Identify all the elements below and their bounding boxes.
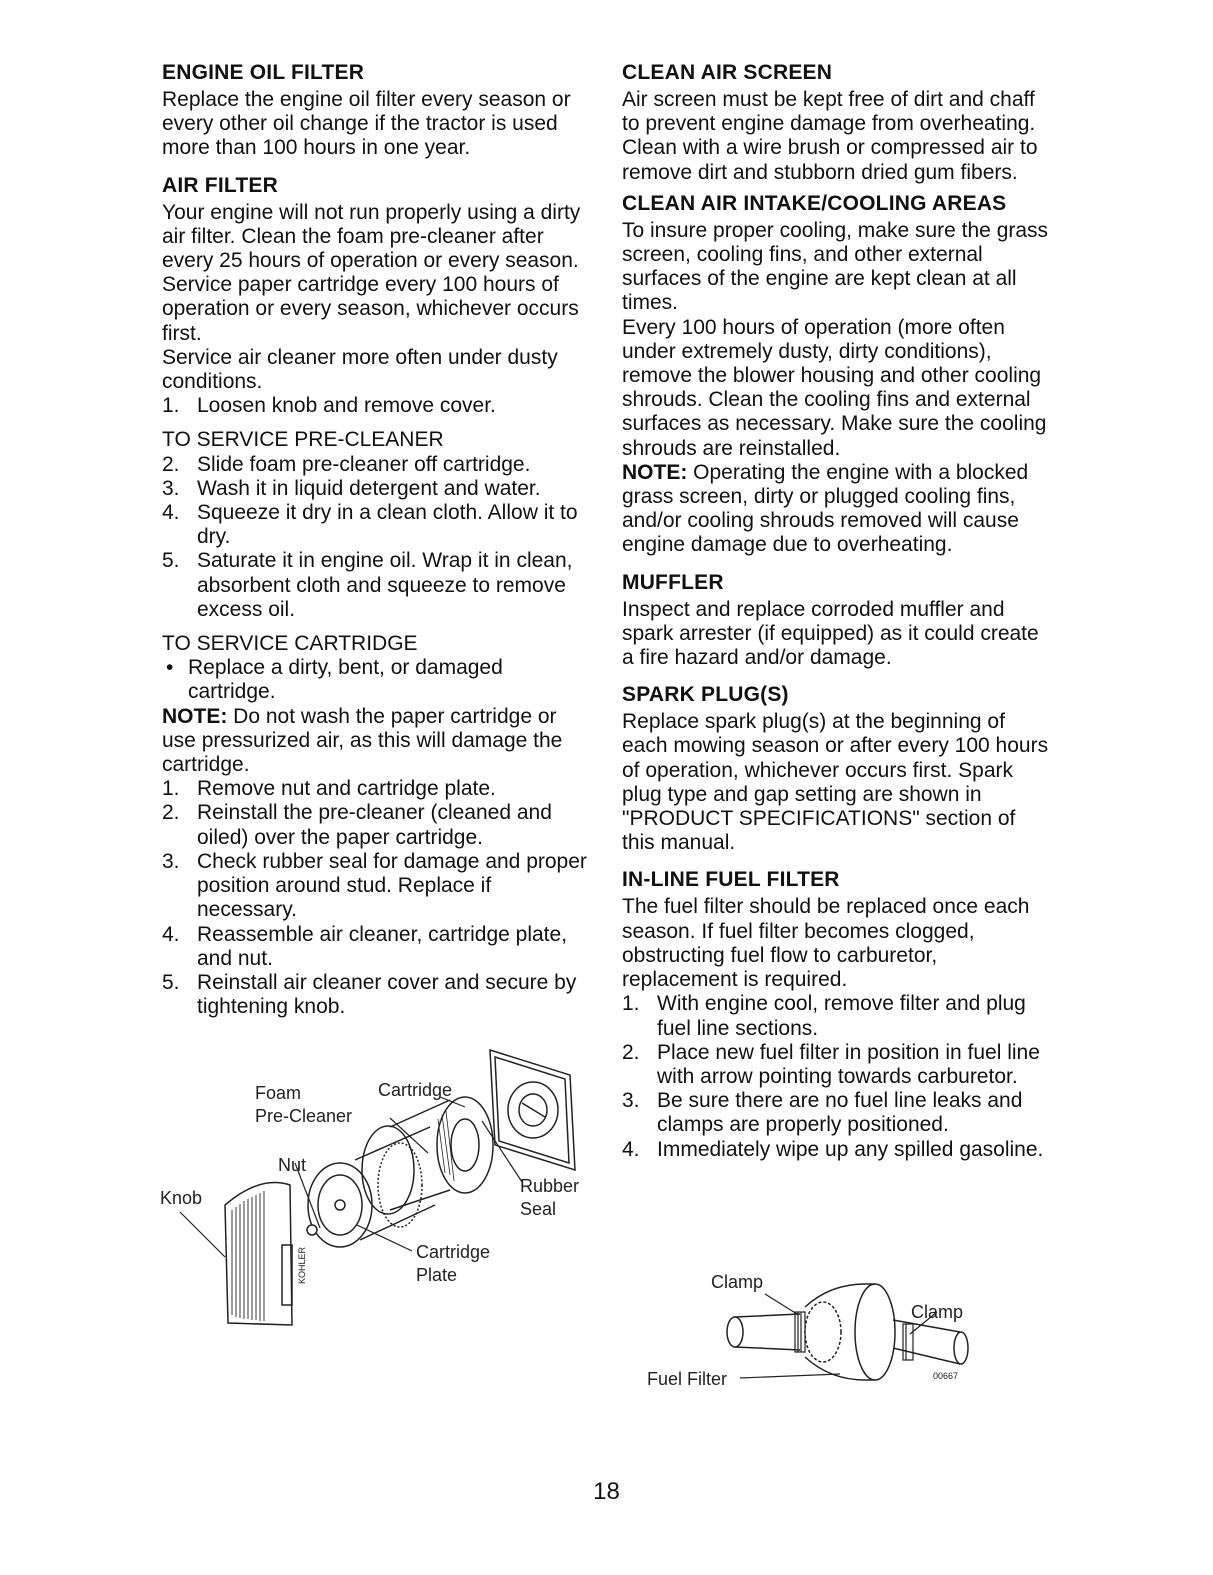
leader-lines xyxy=(740,1294,937,1378)
foam-label: Foam xyxy=(255,1083,302,1103)
paragraph: Every 100 hours of operation (more often under extremely dusty, dirty conditions), remove the blower housing and other cooling shrouds. Clean the cooling fins and external surfaces as necessary. Make sure the cooling shrouds are reinstalled. xyxy=(622,315,1047,460)
bullet-text: Replace a dirty, bent, or damaged cartridge. xyxy=(188,656,503,704)
bullet-list xyxy=(162,656,592,704)
list-item xyxy=(162,453,592,477)
clean-air-screen-section xyxy=(622,60,1052,185)
step-number: 4. xyxy=(622,1137,640,1161)
paragraph: Inspect and replace corroded muffler and spark arrester (if equipped) as it could create a fire hazard and/or damage. xyxy=(622,597,1039,670)
nut-shape xyxy=(307,1225,317,1235)
step-text: Slide foam pre-cleaner off cartridge. xyxy=(197,452,531,476)
engine-oil-filter-section xyxy=(162,60,592,161)
cartridge-plate-shape xyxy=(308,1163,372,1247)
section-heading: SPARK PLUG(S) xyxy=(622,683,789,707)
clamp-label-right: Clamp xyxy=(911,1302,964,1322)
paragraph: To insure proper cooling, make sure the grass screen, cooling fins, and other external surfaces of the engine are kept clean at all times. xyxy=(622,218,1049,315)
paragraph: Replace spark plug(s) at the beginning of each mowing season or after every 100 hours of operation, whichever occurs first. Spark plug type and gap setting are shown in "PRODUCT SPECIFICATIONS" section of this manual. xyxy=(622,710,1049,855)
note xyxy=(162,705,592,778)
seal-label: Seal xyxy=(520,1199,557,1219)
step-number: 3. xyxy=(162,849,180,873)
figure-code: 00667 xyxy=(933,1371,959,1381)
section-heading: IN-LINE FUEL FILTER xyxy=(622,868,840,892)
list-item xyxy=(162,850,592,923)
step-text: With engine cool, remove filter and plug fuel line sections. xyxy=(657,992,1026,1040)
list-item xyxy=(622,992,1052,1040)
step-text: Reassemble air cleaner, cartridge plate, and nut. xyxy=(197,922,568,970)
list-item xyxy=(622,1138,1052,1162)
left-column xyxy=(162,60,592,1031)
air-filter-exploded-diagram xyxy=(150,1035,600,1335)
paragraph: Replace the engine oil filter every season or every other oil change if the tractor is used more than 100 hours in one year. xyxy=(162,88,571,160)
section-heading: AIR FILTER xyxy=(162,173,278,197)
step-list xyxy=(622,992,1052,1161)
fuel-filter-section xyxy=(622,867,1052,1161)
air-filter-section xyxy=(162,173,592,1020)
section-heading: MUFFLER xyxy=(622,570,724,594)
step-number: 2. xyxy=(622,1040,640,1064)
step-number: 4. xyxy=(162,501,180,525)
step-list xyxy=(162,453,592,622)
bullet: • xyxy=(166,656,174,680)
list-item xyxy=(622,1089,1052,1137)
step-text: Immediately wipe up any spilled gasoline. xyxy=(657,1137,1044,1161)
list-item xyxy=(162,549,592,622)
cartridge-plate-label-1: Cartridge xyxy=(416,1242,491,1262)
step-number: 3. xyxy=(622,1089,640,1113)
list-item xyxy=(162,656,592,704)
list-item xyxy=(162,501,592,549)
paragraph: Your engine will not run properly using a dirty air filter. Clean the foam pre-cleaner after every 25 hours of operation or every season. Service paper cartridge every 100 hours of operation or every season, whichever occurs first. xyxy=(162,200,581,345)
knob-label: Knob xyxy=(160,1188,203,1208)
step-number: 5. xyxy=(162,970,180,994)
step-list xyxy=(162,394,592,418)
list-item xyxy=(162,777,592,801)
list-item xyxy=(162,971,592,1019)
cartridge-shape xyxy=(362,1097,493,1214)
note xyxy=(622,461,1052,558)
section-heading: CLEAN AIR INTAKE/COOLING AREAS xyxy=(622,191,1007,215)
right-column xyxy=(622,60,1052,1174)
fuel-filter-diagram xyxy=(615,1262,995,1397)
clamp-label-left: Clamp xyxy=(711,1272,764,1292)
list-item xyxy=(162,394,592,418)
pre-cleaner-label: Pre-Cleaner xyxy=(255,1106,353,1126)
step-number: 3. xyxy=(162,476,180,500)
step-number: 2. xyxy=(162,452,180,476)
note-label: NOTE: xyxy=(622,460,688,484)
nut-label: Nut xyxy=(278,1155,307,1175)
list-item xyxy=(162,477,592,501)
note-label: NOTE: xyxy=(162,704,228,728)
step-text: Remove nut and cartridge plate. xyxy=(197,777,496,801)
subheading: TO SERVICE CARTRIDGE xyxy=(162,632,418,656)
paragraph: The fuel filter should be replaced once each season. If fuel filter becomes clogged, obstructing fuel flow to carburetor, replacement is required. xyxy=(622,895,1030,992)
step-text: Check rubber seal for damage and proper position around stud. Replace if necessary. xyxy=(197,849,587,922)
step-text: Reinstall the pre-cleaner (cleaned and oiled) over the paper cartridge. xyxy=(197,801,552,849)
step-text: Saturate it in engine oil. Wrap it in clean, absorbent cloth and squeeze to remove excess oil. xyxy=(197,549,573,621)
step-number: 5. xyxy=(162,549,180,573)
step-list xyxy=(162,777,592,1019)
step-text: Squeeze it dry in a clean cloth. Allow it to dry. xyxy=(197,501,578,549)
step-number: 1. xyxy=(622,992,640,1016)
list-item xyxy=(622,1041,1052,1089)
brand-label: KOHLER xyxy=(297,1246,307,1284)
step-text: Loosen knob and remove cover. xyxy=(197,394,496,418)
note-text: Operating the engine with a blocked grass screen, dirty or plugged cooling fins, and/or cooling shrouds removed will cause engine damage due to overheating. xyxy=(622,460,1029,557)
paragraph: Service air cleaner more often under dusty conditions. xyxy=(162,345,558,394)
step-text: Be sure there are no fuel line leaks and clamps are properly positioned. xyxy=(657,1089,1023,1137)
fuel-filter-label: Fuel Filter xyxy=(647,1369,728,1389)
section-heading: ENGINE OIL FILTER xyxy=(162,61,365,84)
page-number: 18 xyxy=(593,1478,620,1505)
step-number: 2. xyxy=(162,801,180,825)
step-text: Wash it in liquid detergent and water. xyxy=(197,476,541,500)
subheading: TO SERVICE PRE-CLEANER xyxy=(162,428,444,452)
knob-cover-shape xyxy=(225,1183,292,1326)
rubber-label: Rubber xyxy=(520,1176,580,1196)
list-item xyxy=(162,923,592,971)
muffler-section xyxy=(622,570,1052,671)
list-item xyxy=(162,801,592,849)
step-number: 4. xyxy=(162,922,180,946)
cooling-areas-section xyxy=(622,191,1052,558)
step-text: Place new fuel filter in position in fuel line with arrow pointing towards carburetor. xyxy=(657,1040,1040,1088)
step-number: 1. xyxy=(162,777,180,801)
spark-plug-section xyxy=(622,682,1052,855)
paragraph: Air screen must be kept free of dirt and chaff to prevent engine damage from overheating. Clean with a wire brush or compressed air to remove dirt and stubborn dried gum fibers. xyxy=(622,88,1038,184)
fuel-filter-shape xyxy=(727,1284,968,1380)
note-text: Do not wash the paper cartridge or use pressurized air, as this will damage the cartridge. xyxy=(162,704,563,777)
section-heading: CLEAN AIR SCREEN xyxy=(622,61,833,84)
cartridge-label: Cartridge xyxy=(378,1080,453,1100)
step-number: 1. xyxy=(162,394,180,418)
cartridge-plate-label-2: Plate xyxy=(416,1265,458,1285)
step-text: Reinstall air cleaner cover and secure by tightening knob. xyxy=(197,970,577,1019)
